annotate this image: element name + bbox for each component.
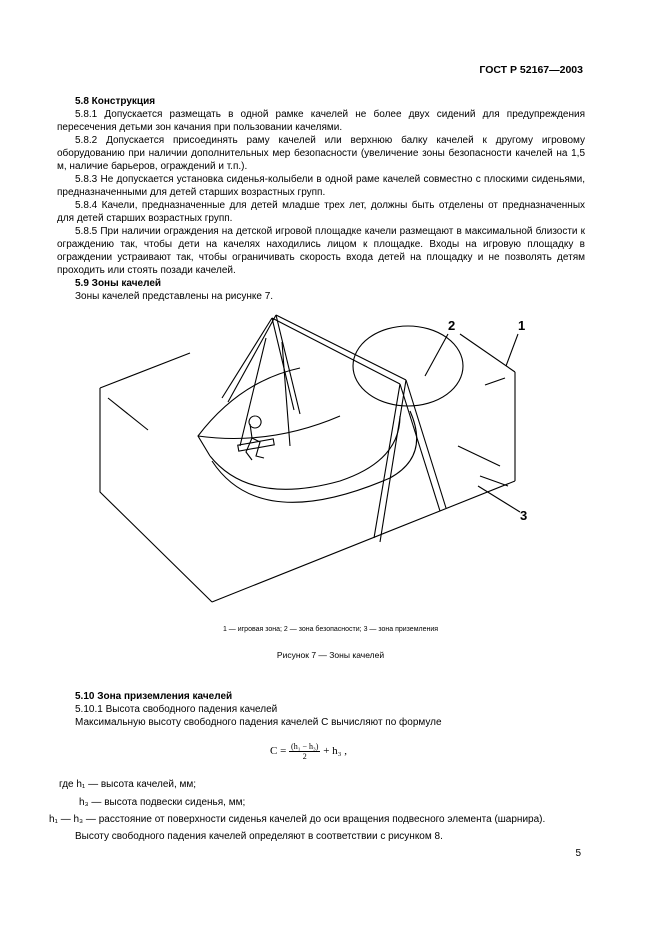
- final-sentence: Высоту свободного падения качелей определяют в соответствии с рисунком 8.: [75, 831, 443, 842]
- zone-box-bottom: [212, 481, 515, 602]
- para-5-8-2: 5.8.2 Допускается присоединять раму качелей или верхнюю балку качелей к другому игровому оборудованию при наличии дополнительных мер безопасности (увеличение зоны безопасности качелей на 1,5 м, наличие барьеров, ограждений и т.п.).: [57, 135, 585, 172]
- label-1: 1: [518, 318, 526, 333]
- main-text: [57, 95, 585, 303]
- para-5-8-5: 5.8.5 При наличии ограждения на детской игровой площадке качели размещают в максимальной близости к ограждению так, чтобы дети на качелях находились лицом к площадке. Входы на игровую площадку в ограждении устраивают так, чтобы ограничивать скорость входа детей на площадку и не позволять детям проходить или стоять позади качелей.: [57, 226, 585, 276]
- section-5-9-title: 5.9 Зоны качелей: [75, 278, 162, 289]
- formula-numerator: (h₁ − h₃): [291, 742, 319, 751]
- standard-header: ГОСТ Р 52167—2003: [479, 64, 583, 76]
- where-3-var: h₁ — h₃: [49, 814, 84, 825]
- where-line-2: [49, 796, 589, 809]
- swing-zones-figure: [60, 306, 600, 626]
- formula-denominator: 2: [302, 752, 307, 761]
- where-line-3: [49, 813, 589, 826]
- swing-left-leg: [222, 318, 272, 398]
- where-1-var: где h₁: [59, 779, 86, 790]
- section-5-8-title: 5.8 Конструкция: [75, 96, 156, 107]
- para-5-9: Зоны качелей представлены на рисунке 7.: [75, 291, 274, 302]
- para-5-8-1: 5.8.1 Допускается размещать в одной рамке качелей не более двух сидений для предупреждения пересечения детьми зон качания при пользовании качелями.: [57, 109, 585, 133]
- para-5-8-3: 5.8.3 Не допускается установка сиденья-колыбели в одной раме качелей совместно с плоскими сиденьями, предназначенными для детей старших возрастных групп.: [57, 174, 585, 198]
- formula-lhs: C =: [270, 745, 287, 758]
- play-zone-arc: [210, 416, 400, 489]
- label-2: 2: [448, 318, 456, 333]
- figure-legend: 1 — игровая зона; 2 — зона безопасности; 3 — зона приземления: [222, 626, 439, 633]
- section-5-10-title: 5.10 Зона приземления качелей: [75, 691, 233, 702]
- para-5-8-4: 5.8.4 Качели, предназначенные для детей младше трех лет, должны быть отделены от предназначенных для детей старших возрастных групп.: [57, 200, 585, 224]
- swing-top-beam: [272, 318, 400, 384]
- zone-box-top-right: [460, 334, 515, 372]
- where-line-1: [49, 778, 589, 791]
- page-number: 5: [575, 848, 581, 859]
- safety-zone-ellipse: [353, 326, 463, 406]
- formula-rhs: + h₃ ,: [323, 745, 348, 758]
- where-2-text: — высота подвески сиденья, мм;: [91, 797, 246, 808]
- where-2-var: h₃: [79, 797, 89, 808]
- label-3: 3: [520, 508, 528, 523]
- where-3-text: — расстояние от поверхности сиденья качелей до оси вращения подвесного элемента (шарнира).: [85, 814, 546, 825]
- figure-caption: Рисунок 7 — Зоны качелей: [276, 650, 385, 660]
- para-5-10-formula-intro: Максимальную высоту свободного падения качелей C вычисляют по формуле: [75, 717, 442, 728]
- where-1-text: — высота качелей, мм;: [88, 779, 197, 790]
- section-5-10: [57, 690, 585, 729]
- zone-box-top-left: [100, 353, 190, 388]
- zone-box-outline: [100, 388, 212, 602]
- formula-c: [270, 742, 347, 761]
- para-5-10-1: 5.10.1 Высота свободного падения качелей: [75, 704, 278, 715]
